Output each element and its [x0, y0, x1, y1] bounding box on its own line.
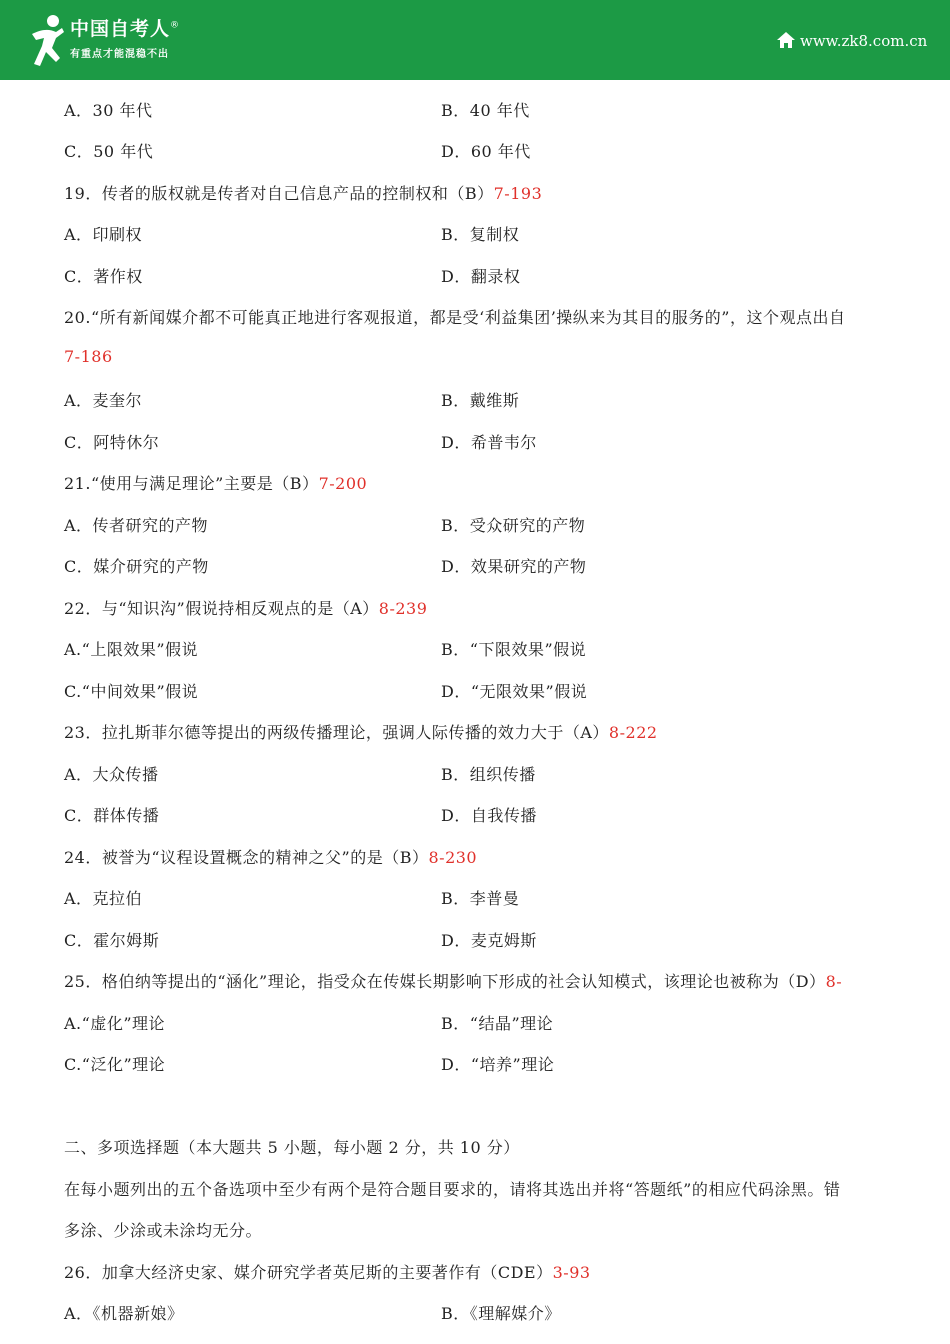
brand-title: 中国自考人® [70, 18, 181, 40]
option-a: A.“上限效果”假说 [64, 640, 199, 659]
option-c: C．50 年代 [64, 142, 154, 161]
section-instructions: 在每小题列出的五个备选项中至少有两个是符合题目要求的，请将其选出并将“答题纸”的相应代码涂黑。错 [64, 1180, 841, 1199]
option-d: D．“无限效果”假说 [441, 682, 588, 701]
option-b: B．“结晶”理论 [441, 1014, 554, 1033]
page-ref: 7-186 [64, 347, 113, 366]
option-a: A．大众传播 [64, 765, 159, 784]
option-d: D．麦克姆斯 [441, 931, 537, 950]
option-a: A．30 年代 [64, 101, 153, 120]
page-ref: 7-193 [493, 184, 543, 203]
question-24: 24．被誉为“议程设置概念的精神之父”的是（B）8-230 [64, 848, 478, 867]
option-d: D．效果研究的产物 [441, 557, 587, 576]
option-c: C.“泛化”理论 [64, 1055, 166, 1074]
question-23: 23．拉扎斯菲尔德等提出的两级传播理论，强调人际传播的效力大于（A）8-222 [64, 723, 658, 742]
page-ref: 8- [825, 972, 843, 991]
question-21: 21.“使用与满足理论”主要是（B）7-200 [64, 474, 368, 493]
option-a: A．《机器新娘》 [64, 1304, 184, 1323]
option-a: A．麦奎尔 [64, 391, 143, 410]
site-url: www.zk8.com.cn [800, 32, 928, 50]
question-25: 25．格伯纳等提出的“涵化”理论，指受众在传媒长期影响下形成的社会认知模式，该理论也被称为（D）8- [64, 972, 843, 991]
question-22: 22．与“知识沟”假说持相反观点的是（A）8-239 [64, 599, 428, 618]
brand-block [70, 14, 180, 60]
option-b: B．40 年代 [441, 101, 530, 120]
page-ref: 7-200 [318, 474, 368, 493]
option-c: C．霍尔姆斯 [64, 931, 160, 950]
option-c: C．群体传播 [64, 806, 160, 825]
runner-logo-icon [26, 14, 66, 68]
site-header [0, 0, 950, 80]
option-d: D．“培养”理论 [441, 1055, 555, 1074]
option-b: B．复制权 [441, 225, 520, 244]
option-d: D．翻录权 [441, 267, 521, 286]
home-icon [776, 31, 796, 49]
page-ref: 3-93 [552, 1263, 591, 1282]
section-instructions-cont: 多涂、少涂或未涂均无分。 [64, 1221, 263, 1240]
option-a: A．印刷权 [64, 225, 143, 244]
question-20: 20.“所有新闻媒介都不可能真正地进行客观报道，都是受‘利益集团’操纵来为其目的服务的”，这个观点出自 [64, 308, 846, 327]
option-c: C．媒介研究的产物 [64, 557, 209, 576]
page-ref: 8-222 [608, 723, 658, 742]
option-a: A．克拉伯 [64, 889, 143, 908]
question-20-ref [64, 347, 113, 366]
option-b: B．受众研究的产物 [441, 516, 586, 535]
section-heading: 二、多项选择题（本大题共 5 小题，每小题 2 分，共 10 分） [64, 1138, 520, 1157]
option-b: B．李普曼 [441, 889, 520, 908]
page-ref: 8-239 [378, 599, 428, 618]
option-a: A.“虚化”理论 [64, 1014, 166, 1033]
option-b: B．戴维斯 [441, 391, 520, 410]
question-26: 26．加拿大经济史家、媒介研究学者英尼斯的主要著作有（CDE）3-93 [64, 1263, 591, 1282]
question-19: 19．传者的版权就是传者对自己信息产品的控制权和（B）7-193 [64, 184, 543, 203]
option-c: C．阿特休尔 [64, 433, 160, 452]
option-d: D．自我传播 [441, 806, 537, 825]
option-a: A．传者研究的产物 [64, 516, 209, 535]
option-d: D．60 年代 [441, 142, 531, 161]
option-b: B．《理解媒介》 [441, 1304, 561, 1323]
brand-slogan: 有重点才能混稳不出 [70, 49, 169, 60]
option-d: D．希普韦尔 [441, 433, 537, 452]
option-b: B．组织传播 [441, 765, 536, 784]
site-link[interactable] [800, 32, 927, 50]
page-ref: 8-230 [428, 848, 478, 867]
option-c: C．著作权 [64, 267, 143, 286]
option-b: B．“下限效果”假说 [441, 640, 587, 659]
option-c: C.“中间效果”假说 [64, 682, 199, 701]
